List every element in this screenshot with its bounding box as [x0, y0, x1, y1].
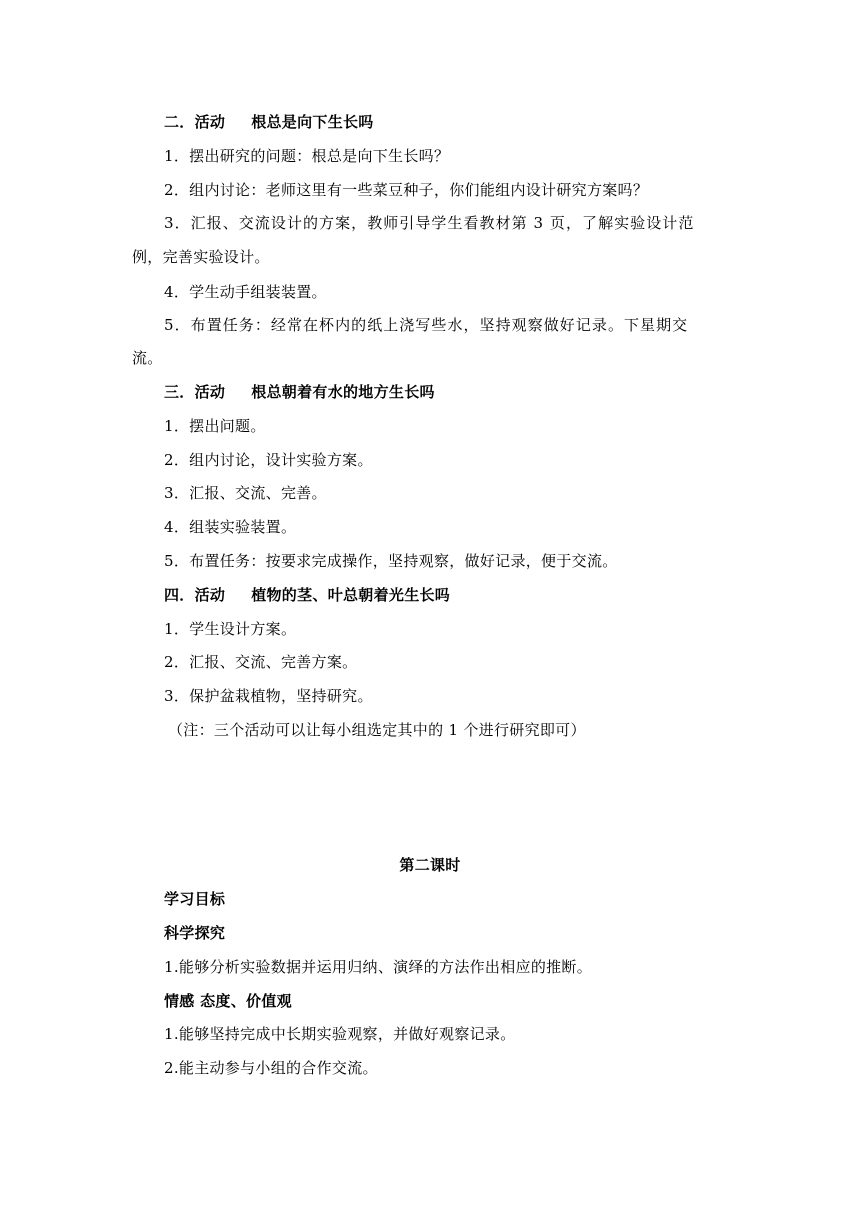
lesson2-title: 第二课时 — [399, 856, 461, 874]
activity2-heading — [164, 112, 374, 132]
activity3-item-4: 4．组装实验装置。 — [164, 518, 297, 536]
activity3-heading-title: 根总朝着有水的地方生长吗 — [251, 383, 435, 401]
science-item-1: 1.能够分析实验数据并运用归纳、演绎的方法作出相应的推断。 — [164, 958, 593, 976]
attitude-item-2: 2.能主动参与小组的合作交流。 — [164, 1059, 378, 1077]
activity2-item-5: 5．布置任务：经常在杯内的纸上浇写些水，坚持观察做好记录。下星期交 — [164, 316, 689, 334]
activity3-heading-prefix: 三．活动 — [164, 383, 226, 401]
attitude-heading: 情感 态度、价值观 — [164, 992, 292, 1010]
activity3-item-2: 2．组内讨论，设计实验方案。 — [164, 451, 373, 469]
activity2-item-1: 1．摆出研究的问题：根总是向下生长吗？ — [164, 147, 450, 165]
activity3-item-3: 3．汇报、交流、完善。 — [164, 484, 327, 502]
activity2-heading-title: 根总是向下生长吗 — [251, 113, 374, 131]
activity4-heading-prefix: 四．活动 — [164, 586, 226, 604]
activity4-item-2: 2．汇报、交流、完善方案。 — [164, 653, 358, 671]
activity3-item-5: 5．布置任务：按要求完成操作，坚持观察，做好记录，便于交流。 — [164, 552, 618, 570]
activity2-heading-prefix: 二．活动 — [164, 113, 226, 131]
activity3-heading — [164, 382, 435, 402]
activity4-item-1: 1．学生设计方案。 — [164, 620, 297, 638]
attitude-item-1: 1.能够坚持完成中长期实验观察，并做好观察记录。 — [164, 1025, 516, 1043]
activity4-heading — [164, 585, 450, 605]
activity4-note: （注：三个活动可以让每小组选定其中的 1 个进行研究即可） — [168, 721, 586, 739]
activity2-item-4: 4．学生动手组装装置。 — [164, 283, 327, 301]
science-heading: 科学探究 — [164, 924, 226, 942]
activity2-item-5-cont: 流。 — [132, 349, 163, 367]
activity2-item-3: 3．汇报、交流设计的方案，教师引导学生看教材第 3 页，了解实验设计范 — [164, 214, 695, 232]
objectives-heading: 学习目标 — [164, 890, 226, 908]
activity4-heading-title: 植物的茎、叶总朝着光生长吗 — [251, 586, 451, 604]
activity3-item-1: 1．摆出问题。 — [164, 417, 266, 435]
activity2-item-2: 2．组内讨论：老师这里有一些菜豆种子，你们能组内设计研究方案吗？ — [164, 181, 649, 199]
activity2-item-3-cont: 例，完善实验设计。 — [132, 248, 270, 266]
activity4-item-3: 3．保护盆栽植物，坚持研究。 — [164, 687, 373, 705]
